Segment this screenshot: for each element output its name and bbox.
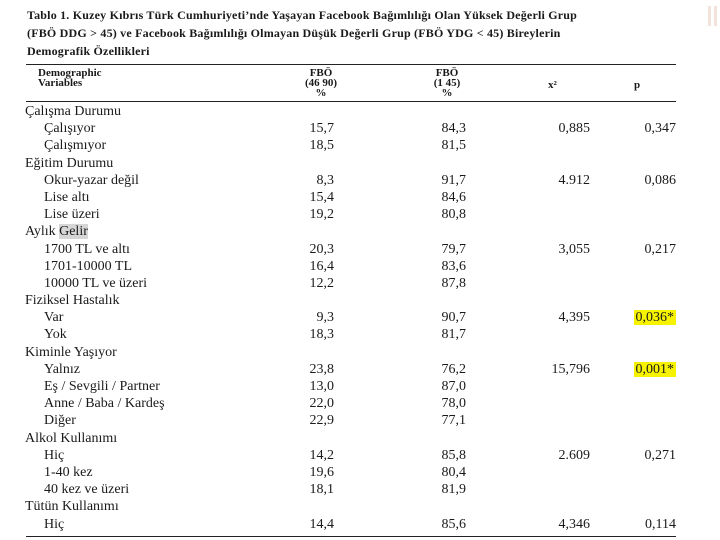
table-row <box>0 137 720 154</box>
cell-value: 78,0 <box>441 396 466 412</box>
table-row <box>0 275 720 292</box>
cell-value: 20,3 <box>309 241 334 257</box>
cell-value: 15,7 <box>309 121 334 137</box>
row-label: 10000 TL ve üzeri <box>44 275 148 291</box>
cell-high-group-pct <box>290 309 334 326</box>
cell-low-group-pct <box>420 361 466 378</box>
cell-value: 18,3 <box>309 327 334 343</box>
category-row <box>0 344 720 361</box>
cell-value: 77,1 <box>441 413 466 429</box>
cell-chi-square <box>540 172 590 189</box>
cell-high-group-pct <box>290 137 334 154</box>
cell-high-group-pct <box>290 326 334 343</box>
cell-value: 91,7 <box>441 172 466 188</box>
cell-low-group-pct <box>420 120 466 137</box>
cell-p-value <box>630 172 676 189</box>
table-title <box>27 6 703 60</box>
cell-value: 0,271 <box>644 447 676 463</box>
table-row <box>0 481 720 498</box>
cell-high-group-pct <box>290 378 334 395</box>
row-label: Hiç <box>44 516 65 532</box>
title-line-1: Tablo 1. Kuzey Kıbrıs Türk Cumhuriyeti’nde Yaşayan Facebook Bağımlılığı Olan Yüksek Değerli Grup <box>27 8 578 22</box>
category-row <box>0 223 720 240</box>
significant-p-value-highlight: 0,001* <box>635 361 674 377</box>
header-chi-square: x² <box>548 79 557 91</box>
cell-low-group-pct <box>420 258 466 275</box>
cell-low-group-pct <box>420 447 466 464</box>
cell-p-value <box>630 447 676 464</box>
table-row <box>0 258 720 275</box>
category-label: Fiziksel Hastalık <box>25 293 120 309</box>
category-row <box>0 498 720 515</box>
row-label: Yok <box>44 327 67 343</box>
row-label: Eş / Sevgili / Partner <box>44 379 160 394</box>
cell-high-group-pct <box>290 172 334 189</box>
cell-high-group-pct <box>290 275 334 292</box>
cell-p-value <box>630 120 676 137</box>
cell-value: 0,086 <box>644 172 676 188</box>
cell-high-group-pct <box>290 464 334 481</box>
row-label: 40 kez ve üzeri <box>44 482 130 498</box>
table-row <box>0 241 720 258</box>
table-row <box>0 120 720 137</box>
cell-chi-square <box>540 120 590 137</box>
cell-value: 90,7 <box>441 310 466 326</box>
cell-p-value <box>630 516 676 533</box>
cell-high-group-pct <box>290 481 334 498</box>
cell-p-value <box>630 309 676 326</box>
header-col2-top: FBÖ <box>435 67 459 79</box>
header-col2-mid: (1 45) <box>433 77 461 89</box>
cell-value: 18,5 <box>309 138 334 154</box>
cell-value: 22,9 <box>309 413 334 429</box>
cell-value: 19,6 <box>309 464 334 480</box>
cell-value: 81,5 <box>441 138 466 154</box>
cell-low-group-pct <box>420 189 466 206</box>
category-label: Aylık Gelir <box>25 224 88 240</box>
cell-low-group-pct <box>420 395 466 412</box>
cell-value: 76,2 <box>441 361 466 377</box>
category-row <box>0 430 720 447</box>
row-label: Yalnız <box>44 361 80 377</box>
cell-high-group-pct <box>290 189 334 206</box>
cell-value: 22,0 <box>309 396 334 412</box>
cell-value: 79,7 <box>441 241 466 257</box>
cell-value: 12,2 <box>309 275 334 291</box>
table-row <box>0 516 720 533</box>
header-col1-bot: % <box>315 87 327 99</box>
cell-low-group-pct <box>420 481 466 498</box>
category-row <box>0 155 720 172</box>
table-row <box>0 395 720 412</box>
row-label: 1700 TL ve altı <box>44 241 130 257</box>
header-demographic <box>38 68 102 88</box>
cell-low-group-pct <box>420 137 466 154</box>
category-row <box>0 103 720 120</box>
cell-value: 81,7 <box>441 327 466 343</box>
cell-value: 84,6 <box>441 189 466 205</box>
table-row <box>0 412 720 429</box>
cell-chi-square <box>540 516 590 533</box>
table-row <box>0 378 720 395</box>
table-body <box>0 103 720 533</box>
cell-low-group-pct <box>420 241 466 258</box>
table-row <box>0 172 720 189</box>
cell-value: 4,395 <box>558 310 590 326</box>
cell-value: 87,0 <box>441 379 466 394</box>
cell-high-group-pct <box>290 206 334 223</box>
cell-high-group-pct <box>290 361 334 378</box>
cell-value: 81,9 <box>441 482 466 498</box>
cell-value: 14,2 <box>309 447 334 463</box>
cell-value: 23,8 <box>309 361 334 377</box>
cell-p-value <box>630 241 676 258</box>
cell-low-group-pct <box>420 412 466 429</box>
cell-high-group-pct <box>290 241 334 258</box>
row-label: 1701-10000 TL <box>44 258 133 274</box>
cell-value: 8,3 <box>316 172 334 188</box>
row-label: Çalışıyor <box>44 121 96 137</box>
cell-low-group-pct <box>420 309 466 326</box>
row-label: Diğer <box>44 413 76 429</box>
cell-value: 0,885 <box>558 121 590 137</box>
cell-value: 18,1 <box>309 482 334 498</box>
cell-chi-square <box>540 309 590 326</box>
category-label: Kiminle Yaşıyor <box>25 344 117 360</box>
cell-value: 19,2 <box>309 207 334 223</box>
cell-value: 14,4 <box>309 516 334 532</box>
cell-value: 3,055 <box>558 241 590 257</box>
header-col1-mid: (46 90) <box>304 77 338 89</box>
cell-value: 15,796 <box>551 361 590 377</box>
cell-value: 9,3 <box>316 310 334 326</box>
cell-low-group-pct <box>420 206 466 223</box>
row-label: Lise altı <box>44 189 90 205</box>
cell-value: 83,6 <box>441 258 466 274</box>
cell-low-group-pct <box>420 275 466 292</box>
row-label: Hiç <box>44 447 65 463</box>
cell-low-group-pct <box>420 378 466 395</box>
cell-value: 80,4 <box>441 464 466 480</box>
cell-value: 84,3 <box>441 121 466 137</box>
cell-value: 85,6 <box>441 516 466 532</box>
cell-value: 80,8 <box>441 207 466 223</box>
cell-high-group-pct <box>290 447 334 464</box>
cell-high-group-pct <box>290 516 334 533</box>
cell-value: 4.912 <box>558 172 590 188</box>
cell-high-group-pct <box>290 412 334 429</box>
header-bottom-rule <box>26 101 676 102</box>
row-label: 1-40 kez <box>44 464 93 480</box>
title-line-2: (FBÖ DDG > 45) ve Facebook Bağımlılığı Olmayan Düşük Değerli Grup (FBÖ YDG < 45) Bireylerin <box>27 26 561 40</box>
cell-low-group-pct <box>420 172 466 189</box>
cell-low-group-pct <box>420 326 466 343</box>
cell-value: 13,0 <box>309 379 334 394</box>
cell-low-group-pct <box>420 516 466 533</box>
category-label: Çalışma Durumu <box>25 104 122 119</box>
category-row <box>0 292 720 309</box>
cell-value: 2.609 <box>558 447 590 463</box>
table-row <box>0 309 720 326</box>
cell-value: 87,8 <box>441 275 466 291</box>
cell-high-group-pct <box>290 258 334 275</box>
table-row <box>0 464 720 481</box>
cell-value: 0,114 <box>645 516 676 532</box>
header-col-high-group <box>286 68 356 98</box>
header-variables-label: Variables <box>38 77 83 89</box>
table-bottom-rule <box>26 536 676 537</box>
cell-chi-square <box>540 447 590 464</box>
cell-chi-square <box>540 361 590 378</box>
header-col1-top: FBÖ <box>309 67 333 79</box>
header-demographic-label: Demographic <box>38 67 102 79</box>
header-p-value: p <box>634 79 641 91</box>
header-col-low-group <box>412 68 482 98</box>
header-col2-bot: % <box>441 87 453 99</box>
cell-value: 0,217 <box>644 241 676 257</box>
cell-p-value <box>630 361 676 378</box>
cell-chi-square <box>540 241 590 258</box>
row-label: Çalışmıyor <box>44 138 107 154</box>
significant-p-value-highlight: 0,036* <box>635 310 674 326</box>
title-line-3: Demografik Özellikleri <box>27 44 150 58</box>
cell-value: 0,347 <box>644 121 676 137</box>
selected-word-highlight: Gelir <box>59 224 88 240</box>
cell-high-group-pct <box>290 395 334 412</box>
cell-value: 15,4 <box>309 189 334 205</box>
cell-low-group-pct <box>420 464 466 481</box>
corner-decoration <box>708 6 720 30</box>
table-row <box>0 206 720 223</box>
cell-value: 16,4 <box>309 258 334 274</box>
row-label: Anne / Baba / Kardeş <box>44 396 165 412</box>
category-label: Eğitim Durumu <box>25 155 114 171</box>
row-label: Lise üzeri <box>44 207 100 223</box>
row-label: Var <box>44 310 64 326</box>
cell-value: 85,8 <box>441 447 466 463</box>
category-label: Tütün Kullanımı <box>25 499 119 515</box>
table-row <box>0 361 720 378</box>
header-top-rule <box>26 64 676 65</box>
table-row <box>0 189 720 206</box>
cell-high-group-pct <box>290 120 334 137</box>
cell-value: 4,346 <box>558 516 590 532</box>
category-label: Alkol Kullanımı <box>25 430 118 446</box>
table-row <box>0 326 720 343</box>
table-row <box>0 447 720 464</box>
row-label: Okur-yazar değil <box>44 172 139 188</box>
